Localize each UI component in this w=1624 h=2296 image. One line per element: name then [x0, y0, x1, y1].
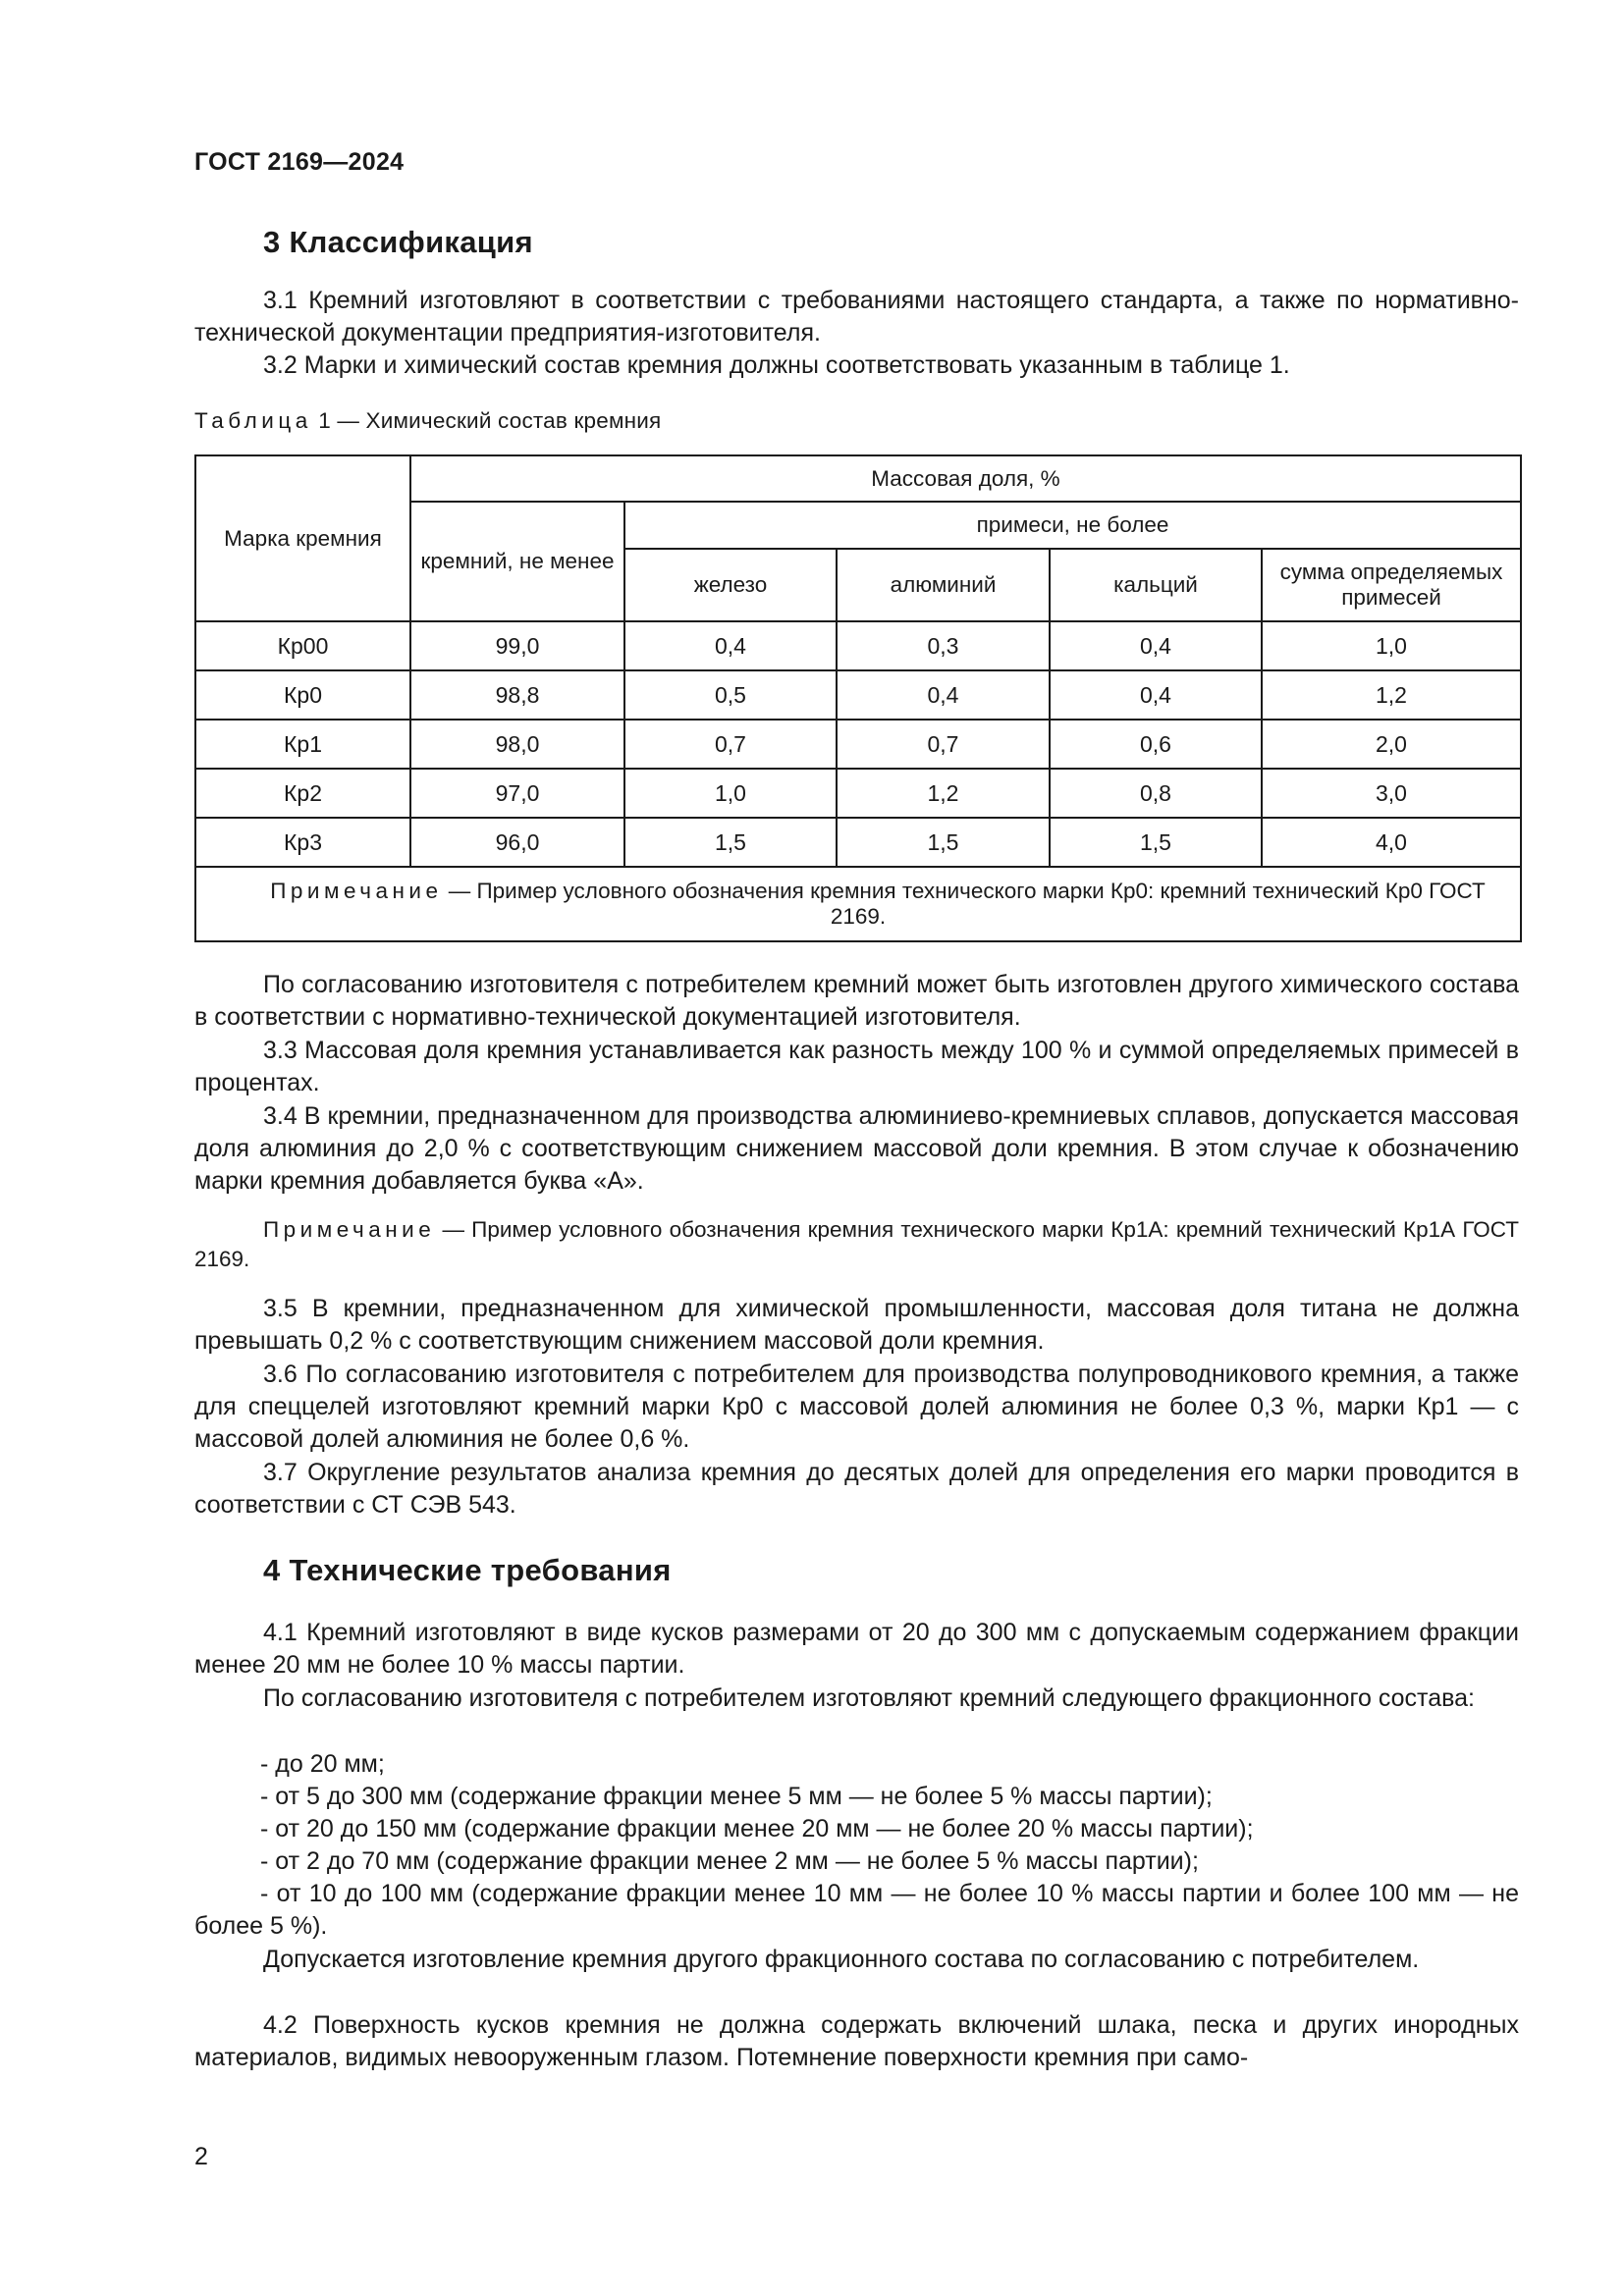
paragraph-agreement: По согласованию изготовителя с потребителем кремний может быть изготовлен другого химического состава в соответствии с нормативно-технической документацией изготовителя. — [194, 971, 1519, 1031]
header-aluminum: алюминий — [837, 549, 1050, 621]
cell-grade: Кр3 — [195, 818, 410, 867]
section-3-title: 3 Классификация — [263, 225, 533, 259]
header-impurities: примеси, не более — [624, 502, 1521, 549]
list-item: - от 5 до 300 мм (содержание фракции менее 5 мм — не более 5 % массы партии); — [260, 1783, 1213, 1810]
cell-iron: 0,4 — [624, 621, 837, 670]
paragraph-3-6: 3.6 По согласованию изготовителя с потребителем для производства полупроводникового кремния, а также для спеццелей изготовляют кремний марки Кр0 с массовой долей алюминия не более 0,3 %, марки Кр1 — с массовой долей алюминия не более 0,6 %. — [194, 1361, 1519, 1453]
chemical-composition-table — [194, 454, 1522, 942]
header-calcium: кальций — [1050, 549, 1262, 621]
paragraph-3-2: 3.2 Марки и химический состав кремния должны соответствовать указанным в таблице 1. — [263, 351, 1290, 379]
cell-calcium: 1,5 — [1050, 818, 1262, 867]
cell-silicon: 99,0 — [410, 621, 624, 670]
cell-grade: Кр00 — [195, 621, 410, 670]
list-item: - от 20 до 150 мм (содержание фракции менее 20 мм — не более 20 % массы партии); — [260, 1815, 1254, 1842]
cell-aluminum: 0,3 — [837, 621, 1050, 670]
cell-calcium: 0,6 — [1050, 720, 1262, 769]
cell-silicon: 98,8 — [410, 670, 624, 720]
table-row — [195, 818, 1521, 867]
header-silicon: кремний, не менее — [410, 502, 624, 621]
cell-iron: 1,0 — [624, 769, 837, 818]
note-kr1a — [194, 1215, 1519, 1274]
header-mass-fraction: Массовая доля, % — [410, 455, 1521, 502]
table-row — [195, 621, 1521, 670]
page-number: 2 — [194, 2143, 208, 2170]
paragraph-3-3: 3.3 Массовая доля кремния устанавливается как разность между 100 % и суммой определяемых примесей в процентах. — [194, 1037, 1519, 1096]
header-grade: Марка кремния — [195, 455, 410, 621]
table-row — [195, 670, 1521, 720]
table-caption-text: 1 — Химический состав кремния — [318, 408, 662, 433]
table-row — [195, 769, 1521, 818]
cell-silicon: 96,0 — [410, 818, 624, 867]
cell-aluminum: 1,5 — [837, 818, 1050, 867]
paragraph-3-4: 3.4 В кремнии, предназначенном для производства алюминиево-кремниевых сплавов, допускается массовая доля алюминия до 2,0 % с соответствующим снижением массовой доли кремния. В этом случае к обозначению марки кремния добавляется буква «А». — [194, 1102, 1519, 1195]
cell-sum: 4,0 — [1262, 818, 1521, 867]
cell-aluminum: 0,7 — [837, 720, 1050, 769]
header-sum-impurities: сумма определяемых примесей — [1262, 549, 1521, 621]
paragraph-3-5: 3.5 В кремнии, предназначенном для химической промышленности, массовая доля титана не должна превышать 0,2 % с соответствующим снижением массовой доли кремния. — [194, 1295, 1519, 1355]
cell-calcium: 0,4 — [1050, 670, 1262, 720]
list-item: - до 20 мм; — [260, 1750, 385, 1778]
cell-iron: 0,7 — [624, 720, 837, 769]
paragraph-4-2: 4.2 Поверхность кусков кремния не должна содержать включений шлака, песка и других инородных материалов, видимых невооруженным глазом. Потемнение поверхности кремния при само- — [194, 2011, 1519, 2071]
cell-sum: 2,0 — [1262, 720, 1521, 769]
paragraph-3-7: 3.7 Округление результатов анализа кремния до десятых долей для определения его марки проводится в соответствии с СТ СЭВ 543. — [194, 1459, 1519, 1519]
cell-aluminum: 0,4 — [837, 670, 1050, 720]
table-caption-word: Таблица — [194, 408, 312, 433]
header-iron: железо — [624, 549, 837, 621]
cell-silicon: 97,0 — [410, 769, 624, 818]
document-page — [194, 0, 1519, 2296]
paragraph-fraction-agreement: По согласованию изготовителя с потребителем изготовляют кремний следующего фракционного состава: — [263, 1684, 1475, 1712]
cell-aluminum: 1,2 — [837, 769, 1050, 818]
cell-sum: 1,2 — [1262, 670, 1521, 720]
section-4-title: 4 Технические требования — [263, 1553, 672, 1587]
list-item: - от 10 до 100 мм (содержание фракции менее 10 мм — не более 10 % массы партии и более 100 мм — не более 5 %). — [194, 1880, 1519, 1940]
cell-silicon: 98,0 — [410, 720, 624, 769]
paragraph-4-1: 4.1 Кремний изготовляют в виде кусков размерами от 20 до 300 мм с допускаемым содержанием фракции менее 20 мм не более 10 % массы партии. — [194, 1619, 1519, 1679]
list-item: - от 2 до 70 мм (содержание фракции менее 2 мм — не более 5 % массы партии); — [260, 1847, 1199, 1875]
document-id: ГОСТ 2169—2024 — [194, 148, 405, 176]
cell-grade: Кр2 — [195, 769, 410, 818]
table-row — [195, 720, 1521, 769]
cell-grade: Кр0 — [195, 670, 410, 720]
cell-iron: 1,5 — [624, 818, 837, 867]
paragraph-allowed: Допускается изготовление кремния другого фракционного состава по согласованию с потребителем. — [263, 1946, 1420, 1973]
table-caption — [194, 408, 661, 434]
table-note-word: Примечание — [270, 879, 443, 903]
note-kr1a-text: — Пример условного обозначения кремния технического марки Кр1А: кремний технический Кр1А ГОСТ 2169. — [194, 1217, 1519, 1271]
cell-calcium: 0,8 — [1050, 769, 1262, 818]
table-note — [195, 867, 1521, 941]
note-kr1a-word: Примечание — [263, 1217, 436, 1242]
cell-sum: 1,0 — [1262, 621, 1521, 670]
cell-grade: Кр1 — [195, 720, 410, 769]
cell-iron: 0,5 — [624, 670, 837, 720]
cell-calcium: 0,4 — [1050, 621, 1262, 670]
table-note-text: — Пример условного обозначения кремния технического марки Кр0: кремний технический Кр0 ГОСТ 2169. — [442, 879, 1486, 929]
paragraph-3-1: 3.1 Кремний изготовляют в соответствии с требованиями настоящего стандарта, а также по нормативно-технической документации предприятия-изготовителя. — [194, 287, 1519, 347]
cell-sum: 3,0 — [1262, 769, 1521, 818]
